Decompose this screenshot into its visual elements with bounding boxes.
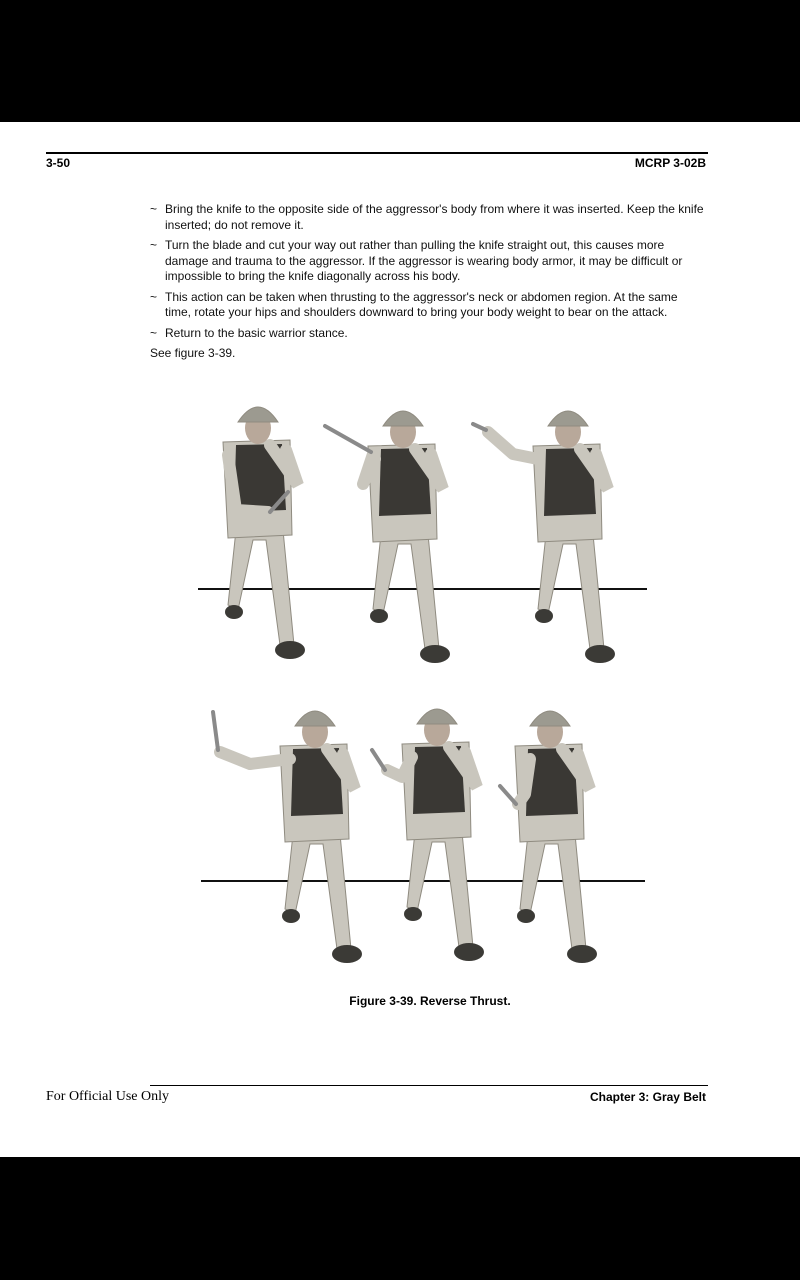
list-item	[150, 238, 706, 285]
soldier-figure	[473, 411, 615, 663]
document-id: MCRP 3-02B	[634, 156, 706, 170]
soldier-legs	[520, 834, 586, 949]
soldier-boot	[275, 641, 305, 659]
bullet-marker: ~	[150, 289, 158, 304]
soldier-boot	[332, 945, 362, 963]
bullet-text: This action can be taken when thrusting to the aggressor's neck or abdomen region. At the same time, rotate your hips and shoulders downward to bring your body weight to bear on the attack.	[165, 289, 678, 319]
list-item	[150, 326, 706, 342]
soldier-boot	[454, 943, 484, 961]
knife-blade	[500, 786, 516, 804]
footer-chapter: Chapter 3: Gray Belt	[589, 1090, 706, 1104]
soldier-legs	[228, 530, 294, 645]
knife-blade	[372, 750, 385, 770]
figure-caption: Figure 3-39. Reverse Thrust.	[349, 994, 511, 1008]
bullet-text: Return to the basic warrior stance.	[165, 325, 348, 340]
header-rule	[46, 152, 708, 154]
reverse-thrust-figure	[195, 392, 655, 987]
soldier-helmet	[530, 711, 570, 726]
soldier-knife-arm	[220, 752, 290, 764]
bullet-text: Bring the knife to the opposite side of the aggressor's body from where it was inserted. Keep the knife inserted; do not remove it.	[165, 202, 704, 232]
soldier-figure	[213, 711, 362, 963]
soldier-legs	[285, 834, 351, 949]
soldier-figure	[325, 411, 450, 663]
bullet-marker: ~	[150, 202, 158, 216]
soldier-knife-arm	[387, 757, 412, 777]
soldier-figure	[500, 711, 597, 963]
figure-reference: See figure 3-39.	[150, 346, 236, 360]
page-number: 3-50	[46, 156, 71, 170]
soldier-boot	[517, 909, 535, 923]
footer-rule	[150, 1085, 708, 1086]
soldier-legs	[538, 534, 604, 649]
bullet-marker: ~	[150, 238, 158, 252]
soldier-legs	[407, 832, 473, 947]
soldier-helmet	[417, 709, 457, 724]
soldier-helmet	[238, 407, 278, 422]
soldier-boot	[225, 605, 243, 619]
knife-blade	[325, 426, 371, 452]
soldier-knife-arm	[488, 432, 538, 459]
soldier-figures	[213, 407, 615, 963]
document-page	[0, 122, 800, 1157]
knife-blade	[213, 712, 218, 750]
soldier-boot	[585, 645, 615, 663]
soldier-boot	[567, 945, 597, 963]
list-item	[150, 290, 706, 321]
bullet-marker: ~	[150, 325, 158, 340]
footer-classification: For Official Use Only	[46, 1089, 169, 1104]
soldier-helmet	[548, 411, 588, 426]
bullet-text: Turn the blade and cut your way out rather than pulling the knife straight out, this causes more damage and trauma to the aggressor. If the aggressor is wearing body armor, it may be difficult or impossible to bring the knife diagonally across his body.	[165, 238, 683, 283]
soldier-figure	[372, 709, 484, 961]
soldier-legs	[373, 534, 439, 649]
soldier-boot	[404, 907, 422, 921]
bullet-list	[150, 202, 706, 341]
soldier-figure	[223, 407, 305, 659]
soldier-boot	[282, 909, 300, 923]
body-text	[150, 202, 706, 362]
soldier-boot	[370, 609, 388, 623]
soldier-helmet	[295, 711, 335, 726]
knife-blade	[473, 424, 486, 430]
soldier-boot	[420, 645, 450, 663]
soldier-helmet	[383, 411, 423, 426]
soldier-boot	[535, 609, 553, 623]
list-item	[150, 202, 706, 233]
